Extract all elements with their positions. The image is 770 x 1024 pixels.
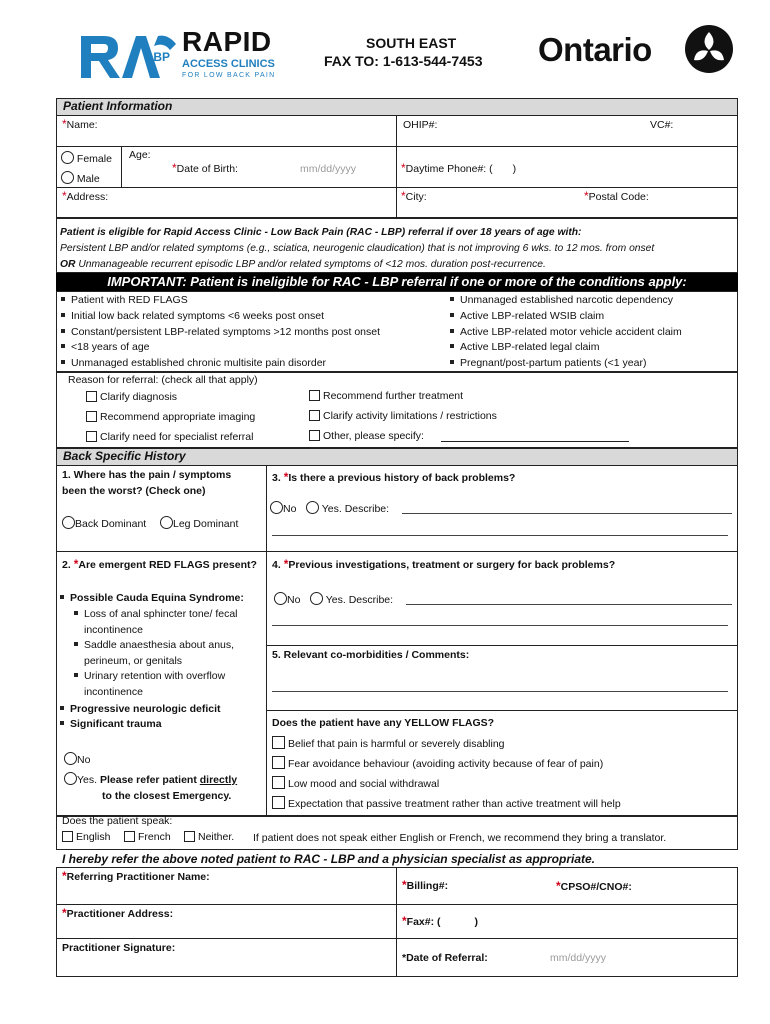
q1-label-2: been the worst? (Check one) — [62, 485, 206, 497]
q4-describe-line-2[interactable] — [272, 625, 728, 626]
french-option[interactable]: French — [124, 831, 171, 844]
reason-option[interactable]: Clarify diagnosis — [86, 391, 177, 404]
male-radio[interactable] — [61, 171, 74, 184]
male-option[interactable]: Male — [61, 171, 100, 186]
logo-lbp: LBP — [146, 50, 170, 64]
english-checkbox[interactable] — [62, 831, 73, 842]
q4-describe-line-1[interactable] — [406, 604, 732, 605]
fax-number: FAX TO: 1-613-544-7453 — [324, 53, 483, 69]
cauda-item: Possible Cauda Equina Syndrome: — [60, 592, 244, 605]
condition-item: Constant/persistent LBP-related symptoms >12 months post onset — [61, 326, 380, 339]
reason-option[interactable]: Recommend appropriate imaging — [86, 411, 255, 424]
q3-no-option[interactable]: No — [270, 501, 296, 516]
condition-item: Initial low back related symptoms <6 weeks post onset — [61, 310, 324, 323]
q3-label: 3. *Is there a previous history of back problems? — [272, 470, 516, 484]
yellow-flag-checkbox[interactable] — [272, 776, 285, 789]
rf-yes-text-2: to the closest Emergency. — [102, 790, 232, 802]
cauda-symptom: Urinary retention with overflow — [74, 670, 225, 683]
ohip-field[interactable]: OHIP#: — [403, 119, 438, 131]
yellow-flag-checkbox[interactable] — [272, 796, 285, 809]
region-title: SOUTH EAST — [366, 35, 457, 51]
signature-field[interactable]: Practitioner Signature: — [62, 942, 176, 954]
cauda-symptom: incontinence — [84, 623, 143, 636]
logo-rapid: RAPID — [182, 26, 272, 57]
cauda-symptom: Loss of anal sphincter tone/ fecal — [74, 608, 238, 621]
yellow-flags-question: Does the patient have any YELLOW FLAGS? — [272, 717, 495, 729]
q3-describe-line-2[interactable] — [272, 535, 728, 536]
leg-dominant-option[interactable]: Leg Dominant — [160, 516, 238, 531]
neuro-item: Progressive neurologic deficit — [60, 703, 221, 716]
patient-info-heading: Patient Information — [56, 98, 738, 116]
eligibility-line2: Persistent LBP and/or related symptoms (e.g., sciatica, neurogenic claudication) that is not improving 6 wks. to 12 mos. from onset — [60, 243, 655, 254]
rf-yes-radio[interactable] — [64, 772, 77, 785]
name-field[interactable]: *Name: — [62, 117, 98, 131]
city-field[interactable]: *City: — [401, 189, 427, 203]
condition-item: Active LBP-related WSIB claim — [450, 310, 604, 323]
dob-field[interactable]: *Date of Birth: — [172, 161, 238, 175]
english-option[interactable]: English — [62, 831, 110, 844]
reason-checkbox[interactable] — [86, 431, 97, 442]
yellow-flag-option[interactable]: Belief that pain is harmful or severely disabling — [272, 736, 505, 751]
logo-tagline: FOR LOW BACK PAIN — [182, 72, 276, 79]
rf-yes-option[interactable]: Yes. Please refer patient directly — [64, 772, 237, 787]
rf-no-option[interactable]: No — [64, 752, 90, 767]
cauda-symptom: incontinence — [84, 685, 143, 698]
important-banner: IMPORTANT: Patient is ineligible for RAC - LBP referral if one or more of the conditions apply: — [56, 273, 738, 291]
postal-field[interactable]: *Postal Code: — [584, 189, 649, 203]
billing-field[interactable]: *Billing#: — [402, 878, 449, 892]
female-option[interactable]: Female — [61, 151, 112, 166]
translator-note: If patient does not speak either English or French, we recommend they bring a translator. — [253, 832, 667, 844]
reason-checkbox[interactable] — [309, 410, 320, 421]
condition-item: Unmanaged established narcotic dependency — [450, 294, 673, 307]
yellow-flag-checkbox[interactable] — [272, 736, 285, 749]
q2-label: 2. *Are emergent RED FLAGS present? — [62, 557, 257, 571]
reason-checkbox[interactable] — [309, 390, 320, 401]
yellow-flag-checkbox[interactable] — [272, 756, 285, 769]
phone-field[interactable]: *Daytime Phone#: ( ) — [401, 161, 517, 175]
back-history-heading: Back Specific History — [56, 448, 738, 466]
condition-item: <18 years of age — [61, 341, 150, 354]
female-radio[interactable] — [61, 151, 74, 164]
q1-label-1: 1. Where has the pain / symptoms — [62, 469, 232, 481]
language-question: Does the patient speak: — [62, 815, 173, 827]
yellow-flag-option[interactable]: Fear avoidance behaviour (avoiding activity because of fear of pain) — [272, 756, 603, 771]
condition-item: Patient with RED FLAGS — [61, 294, 188, 307]
practitioner-address-field[interactable]: *Practitioner Address: — [62, 906, 174, 920]
q4-label: 4. *Previous investigations, treatment or surgery for back problems? — [272, 557, 616, 571]
q4-no-option[interactable]: No — [274, 592, 300, 607]
rac-logo — [78, 26, 288, 82]
neither-option[interactable]: Neither. — [184, 831, 234, 844]
q3-describe-line-1[interactable] — [402, 513, 732, 514]
eligibility-line1: Patient is eligible for Rapid Access Clinic - Low Back Pain (RAC - LBP) referral if over 18 years of age with: — [60, 227, 582, 238]
practitioner-name-field[interactable]: *Referring Practitioner Name: — [62, 869, 210, 883]
other-specify-line[interactable] — [441, 441, 629, 442]
reason-option[interactable]: Recommend further treatment — [309, 390, 463, 403]
leg-dominant-radio[interactable] — [160, 516, 173, 529]
cpso-field[interactable]: *CPSO#/CNO#: — [556, 879, 632, 893]
yellow-flag-option[interactable]: Low mood and social withdrawal — [272, 776, 439, 791]
referral-date-placeholder[interactable]: mm/dd/yyyy — [550, 952, 607, 964]
dob-placeholder[interactable]: mm/dd/yyyy — [300, 163, 357, 175]
reason-option[interactable]: Clarify need for specialist referral — [86, 431, 253, 444]
referral-date-field[interactable]: *Date of Referral: — [402, 952, 488, 964]
trillium-icon — [684, 24, 734, 74]
q3-yes-option[interactable]: Yes. Describe: — [306, 501, 389, 516]
back-dominant-radio[interactable] — [62, 516, 75, 529]
vc-field[interactable]: VC#: — [650, 119, 674, 131]
age-field[interactable]: Age: — [129, 149, 151, 161]
reason-checkbox[interactable] — [309, 430, 320, 441]
condition-item: Active LBP-related motor vehicle accident claim — [450, 326, 682, 339]
condition-item: Active LBP-related legal claim — [450, 341, 599, 354]
address-field[interactable]: *Address: — [62, 189, 109, 203]
q4-yes-radio[interactable] — [310, 592, 323, 605]
referral-statement: I hereby refer the above noted patient to RAC - LBP and a physician specialist as appropriate. — [62, 852, 596, 866]
q5-label: 5. Relevant co-morbidities / Comments: — [272, 649, 470, 661]
q4-yes-option[interactable]: Yes. Describe: — [310, 592, 393, 607]
reason-checkbox[interactable] — [86, 411, 97, 422]
cauda-symptom: Saddle anaesthesia about anus, — [74, 639, 234, 652]
french-checkbox[interactable] — [124, 831, 135, 842]
logo-access: ACCESS CLINICS — [182, 58, 275, 70]
rf-no-radio[interactable] — [64, 752, 77, 765]
eligibility-line3: OR Unmanageable recurrent episodic LBP and/or related symptoms of <12 mos. duration post-recurrence. — [60, 259, 546, 270]
back-dominant-option[interactable]: Back Dominant — [62, 516, 146, 531]
ontario-wordmark: Ontario — [538, 31, 652, 68]
q3-no-radio[interactable] — [270, 501, 283, 514]
reason-checkbox[interactable] — [86, 391, 97, 402]
condition-item: Pregnant/post-partum patients (<1 year) — [450, 357, 646, 370]
q5-comment-line[interactable] — [272, 691, 728, 692]
cauda-symptom: perineum, or genitals — [84, 654, 183, 667]
reason-label: Reason for referral: (check all that apply) — [68, 374, 258, 386]
reason-option[interactable]: Other, please specify: — [309, 430, 424, 443]
trauma-item: Significant trauma — [60, 718, 162, 731]
neither-checkbox[interactable] — [184, 831, 195, 842]
reason-option[interactable]: Clarify activity limitations / restrictions — [309, 410, 497, 423]
fax-field[interactable]: *Fax#: ( ) — [402, 914, 479, 928]
q3-yes-radio[interactable] — [306, 501, 319, 514]
q4-no-radio[interactable] — [274, 592, 287, 605]
condition-item: Unmanaged established chronic multisite pain disorder — [61, 357, 326, 370]
yellow-flag-option[interactable]: Expectation that passive treatment rather than active treatment will help — [272, 796, 621, 811]
